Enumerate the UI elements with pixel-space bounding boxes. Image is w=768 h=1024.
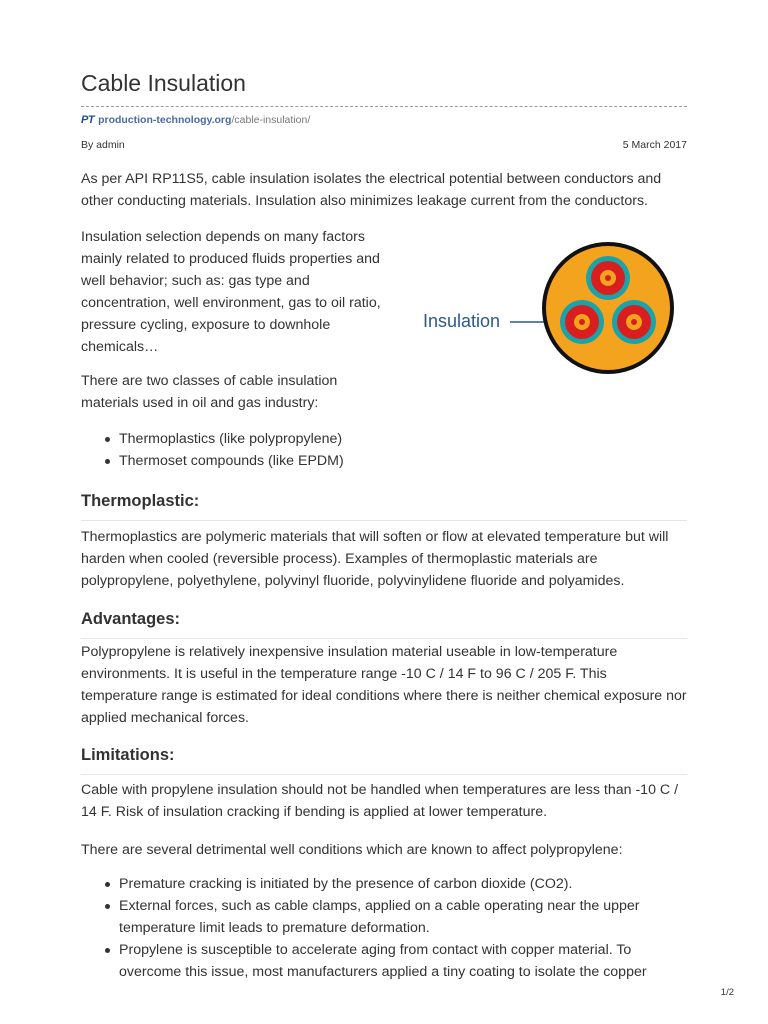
selection-paragraph: Insulation selection depends on many factors mainly related to produced fluids properties and well behavior; such as: gas type and concentration, well environment, gas to oil ratio, pressure cycling, exposure to downhole chemicals… <box>81 229 381 355</box>
byline <box>81 139 687 151</box>
page-number: 1/2 <box>720 987 734 998</box>
advantages-paragraph: Polypropylene is relatively inexpensive insulation material useable in low-temperature environments. It is useful in the temperature range -10 C / 14 F to 96 C / 205 F. This temperature range is estimated for ideal conditions where there is neither chemical exposure nor applied mechanical forces. <box>81 644 687 726</box>
source-line <box>81 114 310 126</box>
publish-date: 5 March 2017 <box>622 139 687 151</box>
detrimental-intro: There are several detrimental well conditions which are known to affect polypropylene: <box>81 842 623 858</box>
section-heading-advantages: Advantages: <box>81 610 687 639</box>
conductor-right <box>612 300 656 344</box>
thermoplastic-paragraph: Thermoplastics are polymeric materials that will soften or flow at elevated temperature but will harden when cooled (reversible process). Examples of thermoplastic materials are polypropylene, polyethylene, polyvinyl fluoride, polyvinylidene fluoride and polyamides. <box>81 529 669 589</box>
list-item: Premature cracking is initiated by the presence of carbon dioxide (CO2). <box>81 873 687 895</box>
classes-list <box>81 428 481 472</box>
cable-diagram-icon <box>420 238 690 378</box>
source-link-path[interactable]: /cable-insulation/ <box>231 114 311 126</box>
conductor-top <box>586 256 630 300</box>
intro-paragraph: As per API RP11S5, cable insulation isolates the electrical potential between conductors and other conducting materials. Insulation also minimizes leakage current from the conductors. <box>81 171 662 209</box>
list-item: External forces, such as cable clamps, applied on a cable operating near the upper temperature limit leads to premature deformation. <box>81 895 687 939</box>
page-title: Cable Insulation <box>81 70 246 96</box>
conductor-left <box>560 300 604 344</box>
site-logo-icon: PT <box>81 114 95 126</box>
detrimental-list <box>81 873 687 983</box>
list-item: Thermoset compounds (like EPDM) <box>81 450 481 472</box>
figure-label: Insulation <box>423 311 501 331</box>
list-item: Propylene is susceptible to accelerate aging from contact with copper material. To overcome this issue, most manufacturers applied a tiny coating to isolate the copper <box>81 939 687 983</box>
author: By admin <box>81 139 125 151</box>
title-divider <box>81 106 687 107</box>
cable-cross-section-figure <box>420 238 690 378</box>
classes-paragraph: There are two classes of cable insulation materials used in oil and gas industry: <box>81 373 338 411</box>
list-item: Thermoplastics (like polypropylene) <box>81 428 481 450</box>
section-heading-limitations: Limitations: <box>81 746 687 775</box>
limitations-paragraph: Cable with propylene insulation should not be handled when temperatures are less than -10 C / 14 F. Risk of insulation cracking if bending is applied at lower temperature. <box>81 782 679 820</box>
section-heading-thermoplastic: Thermoplastic: <box>81 492 687 521</box>
source-link-domain[interactable]: production-technology.org <box>98 114 232 126</box>
